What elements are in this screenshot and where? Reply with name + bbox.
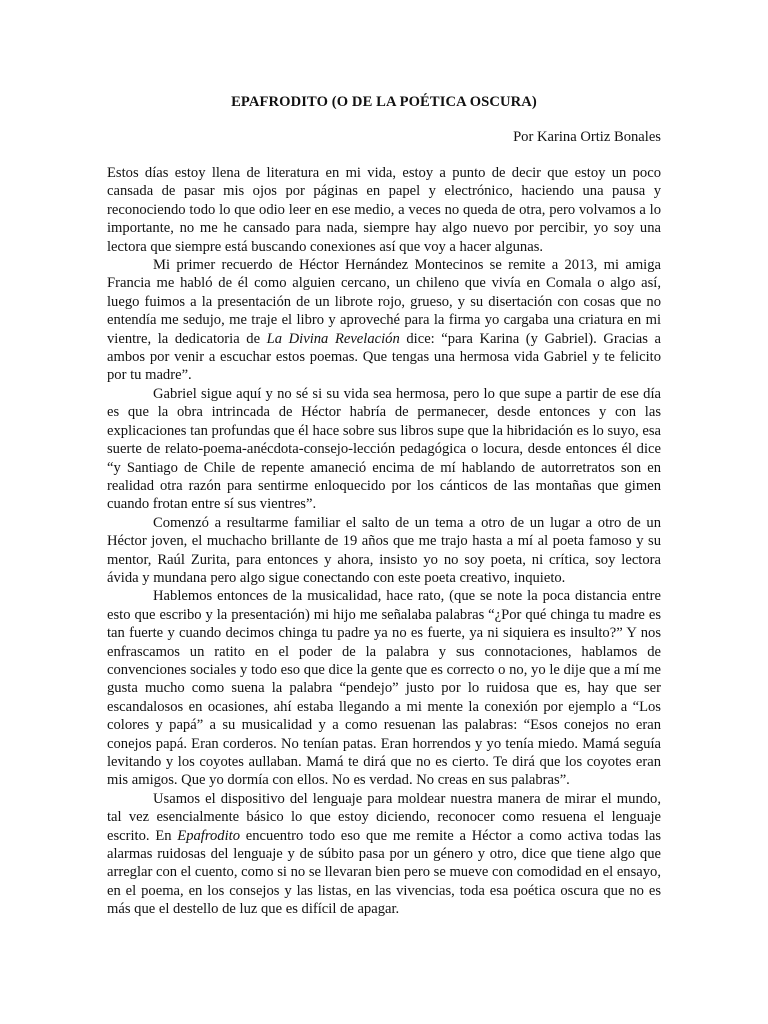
paragraph-2-text-before: Mi primer recuerdo de Héctor Hernández Montecinos se remite a 2013, mi amiga Francia me habló de él como alguien cercano, un chileno que vivía en Comala o algo así, luego fuimos a la presentación de un librote rojo, grueso, y su disertación con cosas que no entendía me sedujo, me traje el libro y aproveché para la firma yo cargaba una criatura en mi vientre, la dedicatoria de xyxy=(107,257,661,347)
paragraph-2-text-after: dice: “para Karina (y Gabriel). Gracias a ambos por venir a escuchar estos poemas. Que tengas una hermosa vida Gabriel y te felicito por tu madre”. xyxy=(107,330,661,384)
book-title-divina-revelacion: La Divina Revelación xyxy=(266,330,400,347)
paragraph-3: Gabriel sigue aquí y no sé si su vida sea hermosa, pero lo que supe a partir de ese día es que la obra intrincada de Héctor habría de permanecer, desde entonces y con las explicaciones tan profundas que él hace sobre sus libros supe que la hibridación es lo suyo, esa suerte de relato-poema-anécdota-consejo-lección pedagógica o locura, desde entonces él dice “y Santiago de Chile de repente amaneció encima de mí hablando de autorretratos son en realidad otra razón para sentirme enloquecido por los cánticos de las montañas que gimen cuando frotan entre sí sus vientres”. xyxy=(107,385,661,513)
paragraph-6-text-before: Usamos el dispositivo del lenguaje para moldear nuestra manera de mirar el mundo, tal vez esencialmente básico lo que estoy diciendo, reconocer como resuena el lenguaje escrito. En xyxy=(107,790,661,844)
paragraph-5: Hablemos entonces de la musicalidad, hace rato, (que se note la poca distancia entre esto que escribo y la presentación) mi hijo me señalaba palabras “¿Por qué chinga tu madre es tan fuerte y cuando decimos chinga tu padre ya no es fuerte, ya ni siquiera es insulto?” Y nos enfrascamos un ratito en el poder de la palabra y sus connotaciones, hablamos de convenciones sociales y todo eso que dice la gente que es correcto o no, yo le dije que a mí me gusta mucho como suena la palabra “pendejo” justo por lo ruidosa que es, hay que ser escandalosos en ocasiones, ahí estaba llegando a mi mente la conexión por ejemplo a “Los colores y papá” a su musicalidad y a como resuenan las palabras: “Esos conejos no eran conejos papá. Eran corderos. No tenían patas. Eran horrendos y yo tenía miedo. Mamá seguía levitando y los coyotes aullaban. Mamá te dirá que no es cierto. Te dirá que los coyotes eran mis amigos. Que yo dormía con ellos. No es verdad. No creas en sus palabras”. xyxy=(107,588,661,789)
paragraph-2 xyxy=(107,256,661,385)
document-page xyxy=(107,93,661,919)
document-title: EPAFRODITO (O DE LA POÉTICA OSCURA) xyxy=(231,94,537,110)
author-byline: Por Karina Ortiz Bonales xyxy=(513,129,661,145)
paragraph-6-text-after: encuentro todo eso que me remite a Héctor a como activa todas las alarmas ruidosas del lenguaje y de súbito pasa por un género y otro, dice que tiene algo que arreglar con el cuento, como si no se llevaran bien pero se mueve con comodidad en el ensayo, en el poema, en los consejos y las listas, en las vivencias, toda esa poética oscura que no es más que el destello de luz que es difícil de apagar. xyxy=(107,827,661,918)
paragraph-4: Comenzó a resultarme familiar el salto de un tema a otro de un lugar a otro de un Héctor joven, el muchacho brillante de 19 años que me trajo hasta a mí al poeta famoso y su mentor, Raúl Zurita, para entonces y ahora, insisto yo no soy poeta, ni crítica, soy lectora ávida y mundana pero algo sigue conectando con este poeta creativo, inquieto. xyxy=(107,514,661,586)
paragraph-6 xyxy=(107,790,661,919)
book-title-epafrodito: Epafrodito xyxy=(177,827,240,844)
paragraph-1: Estos días estoy llena de literatura en mi vida, estoy a punto de decir que estoy un poco cansada de pasar mis ojos por páginas en papel y electrónico, haciendo una pausa y reconociendo todo lo que odio leer en ese medio, a veces no queda de otra, pero volvamos a lo importante, no me he cansado para nada, siempre hay algo nuevo por percibir, yo soy una lectora que siempre está buscando conexiones así que voy a hacer algunas. xyxy=(107,165,661,255)
